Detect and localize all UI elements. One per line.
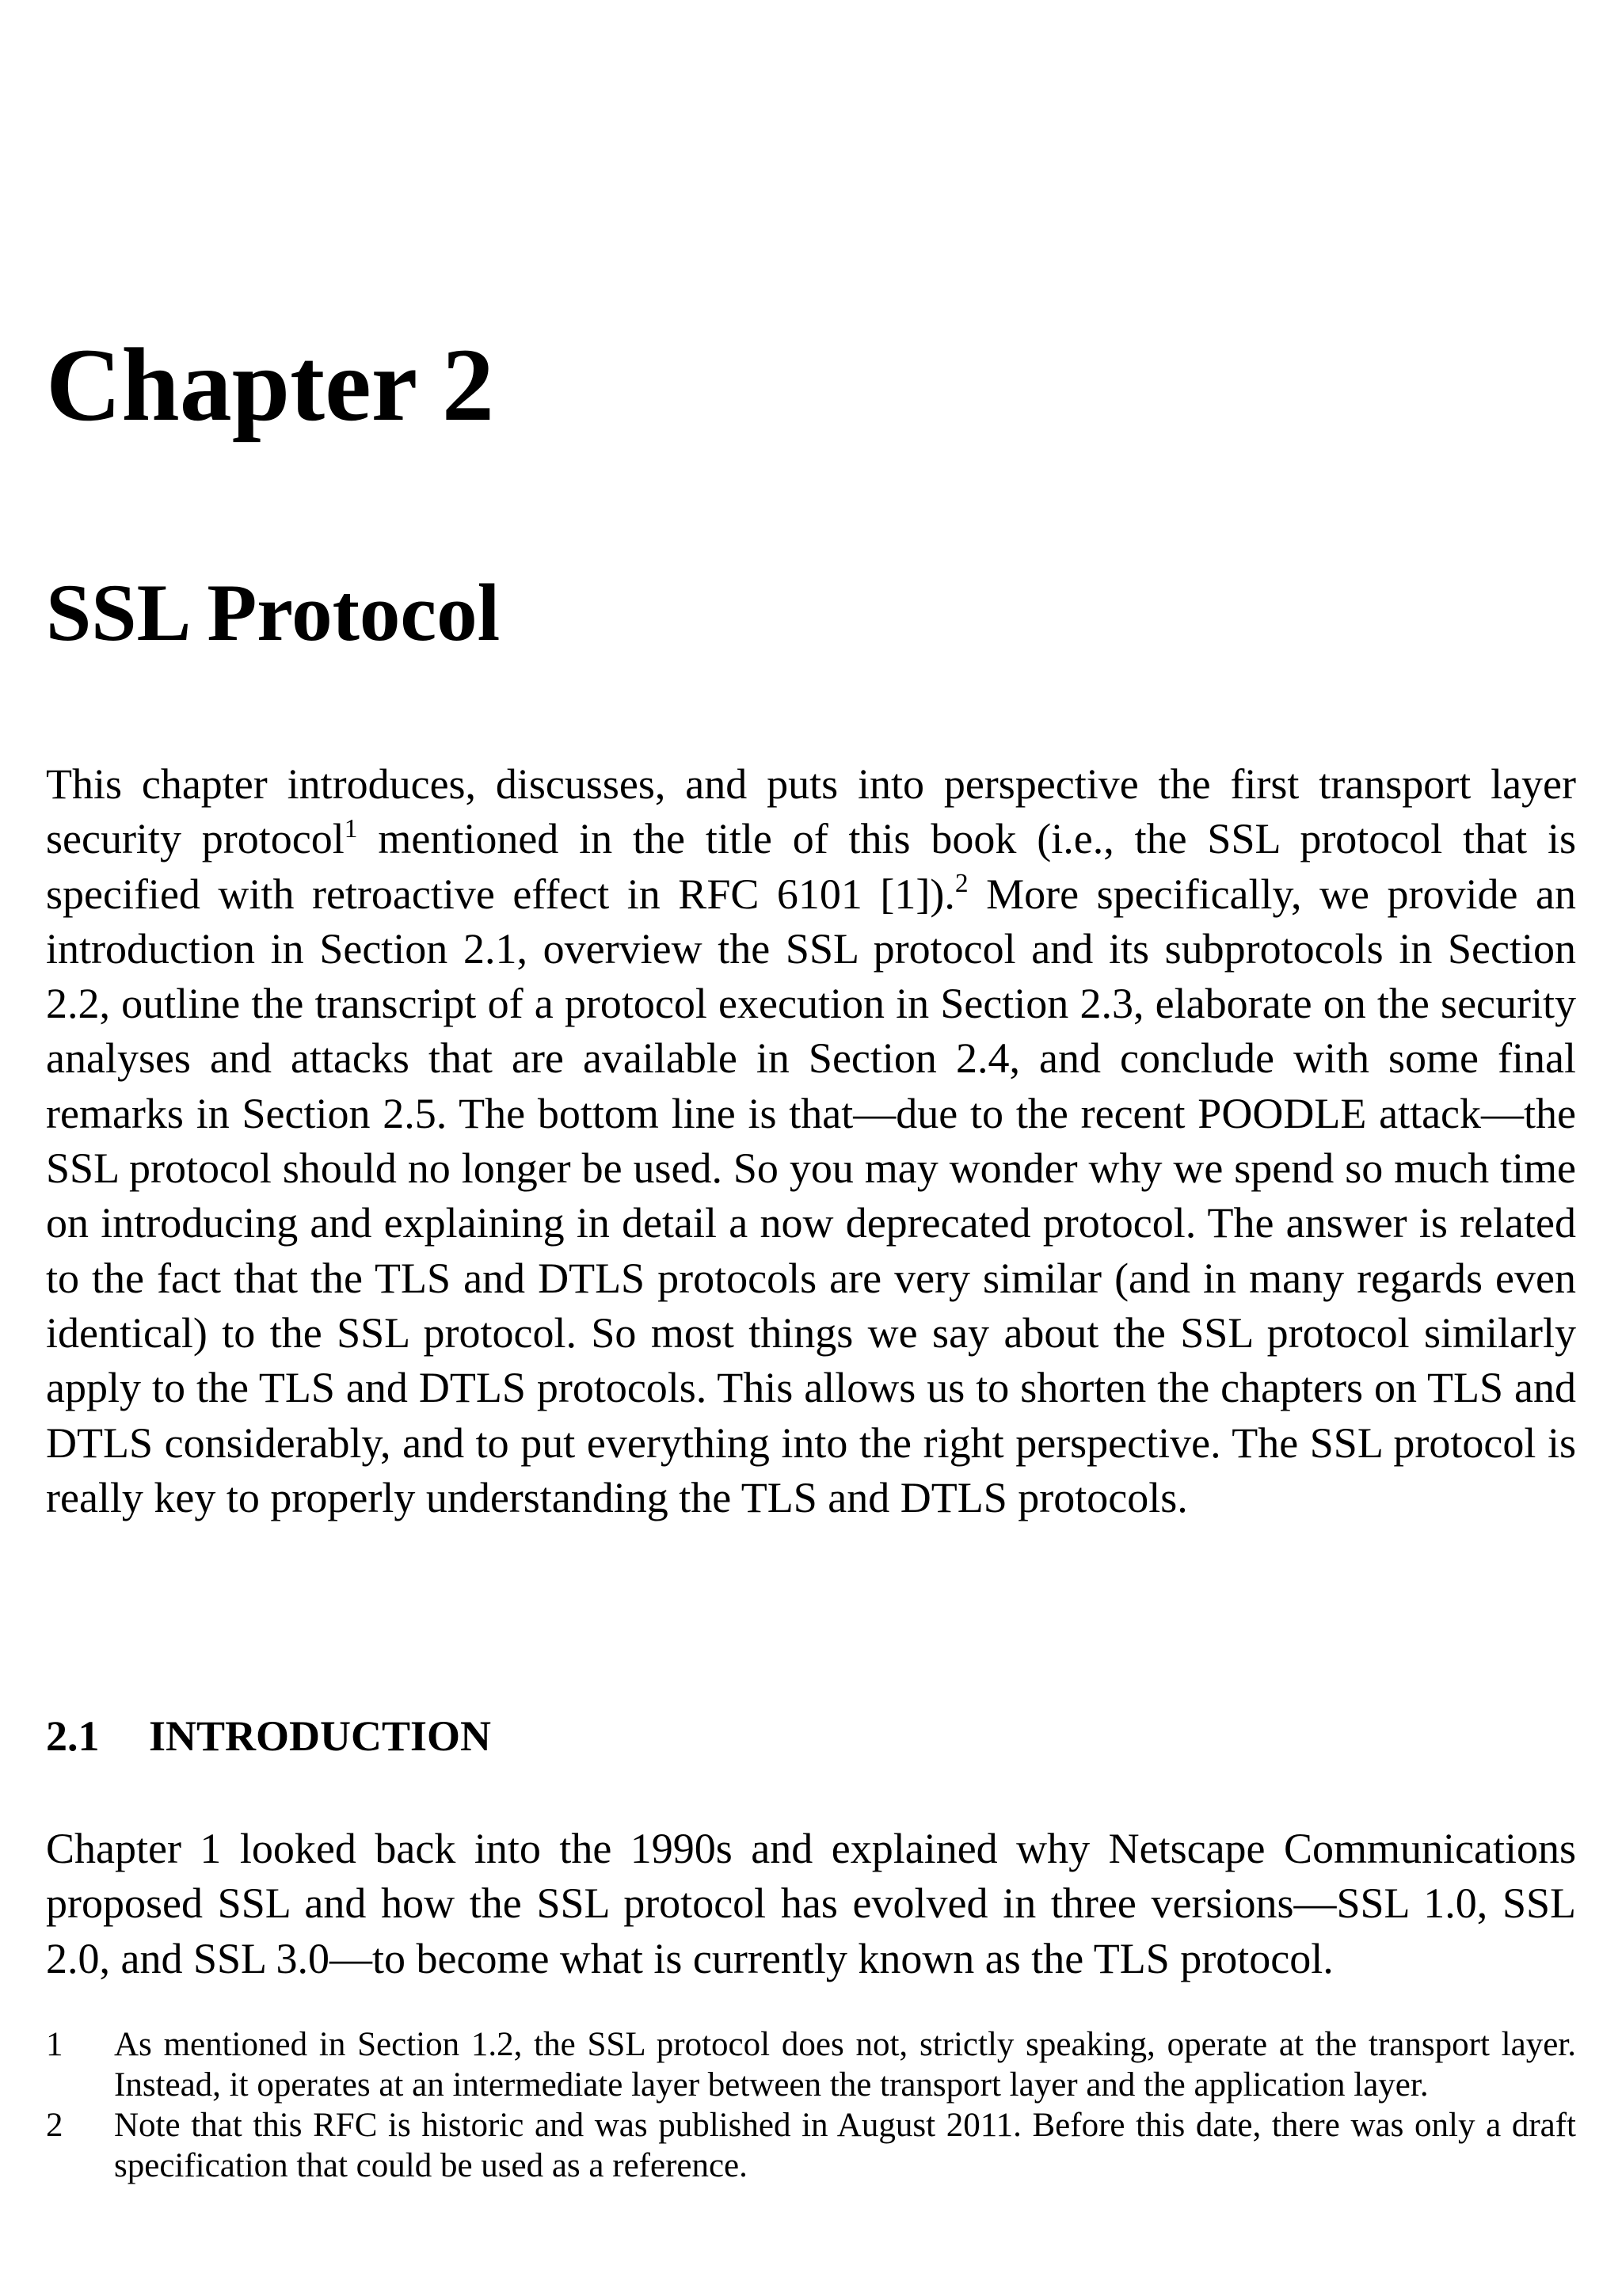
footnote-text: As mentioned in Section 1.2, the SSL protocol does not, strictly speaking, operate at the transport layer. Instead, it operates at an intermediate layer between the transport layer and the application layer.: [114, 2026, 1576, 2104]
footnote-2: [46, 2105, 1576, 2186]
intro-paragraph: [46, 757, 1576, 1525]
chapter-number: Chapter 2: [46, 326, 494, 443]
footnote-ref-1: 1: [344, 813, 358, 843]
section-number: 2.1: [46, 1712, 100, 1760]
footnotes: [46, 2024, 1576, 2186]
footnote-number: 2: [46, 2107, 63, 2144]
intro-text-part-1: This chapter introduces, discusses, and puts into perspective the first transport layer security protocol: [46, 760, 1576, 863]
intro-text-part-3: More specifically, we provide an introduction in Section 2.1, overview the SSL protocol and its subprotocols in Section 2.2, outline the transcript of a protocol execution in Section 2.3, elaborate on the security analyses and attacks that are available in Section 2.4, and conclude with some final remarks in Section 2.5. The bottom line is that—due to the recent POODLE attack—the SSL protocol should no longer be used. So you may wonder why we spend so much time on introducing and explaining in detail a now deprecated protocol. The answer is related to the fact that the TLS and DTLS protocols are very similar (and in many regards even identical) to the SSL protocol. So most things we say about the SSL protocol similarly apply to the TLS and DTLS protocols. This allows us to shorten the chapters on TLS and DTLS considerably, and to put everything into the right perspective. The SSL protocol is really key to properly understanding the TLS and DTLS protocols.: [46, 870, 1576, 1521]
section-paragraph: Chapter 1 looked back into the 1990s and explained why Netscape Communications proposed SSL and how the SSL protocol has evolved in three versions—SSL 1.0, SSL 2.0, and SSL 3.0—to become what is currently known as the TLS protocol.: [46, 1825, 1576, 1982]
chapter-title: SSL Protocol: [46, 568, 501, 658]
footnote-number: 1: [46, 2026, 63, 2063]
footnote-ref-2: 2: [954, 868, 969, 898]
footnote-1: [46, 2024, 1576, 2105]
intro-text-part-2: mentioned in the title of this book (i.e., the SSL protocol that is specified with retroactive effect in RFC 6101 [1]).: [46, 815, 1576, 918]
section-heading: [46, 1711, 491, 1762]
section-title: INTRODUCTION: [149, 1712, 492, 1760]
footnote-text: Note that this RFC is historic and was published in August 2011. Before this date, there was only a draft specification that could be used as a reference.: [114, 2107, 1576, 2184]
